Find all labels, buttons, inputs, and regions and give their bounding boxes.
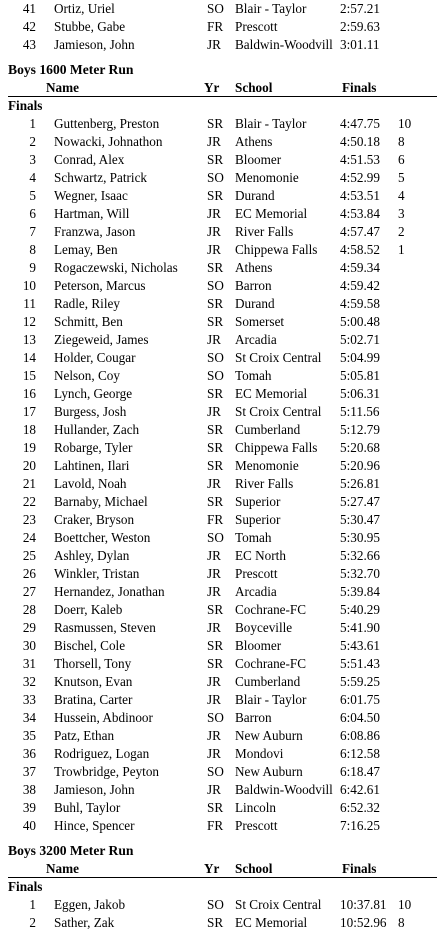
column-header-year: Yr bbox=[204, 861, 220, 876]
school-name: Cochrane-FC bbox=[235, 602, 307, 617]
athlete-name: Hince, Spencer bbox=[54, 818, 135, 833]
school-name: Prescott bbox=[235, 19, 278, 34]
column-header-school: School bbox=[235, 861, 273, 876]
finals-mark: 6:04.50 bbox=[340, 710, 380, 725]
athlete-name: Robarge, Tyler bbox=[54, 440, 133, 455]
table-row bbox=[0, 421, 443, 439]
athlete-name: Hernandez, Jonathan bbox=[54, 584, 165, 599]
table-row bbox=[0, 223, 443, 241]
school-name: Bloomer bbox=[235, 152, 282, 167]
table-row bbox=[0, 241, 443, 259]
result-place: 34 bbox=[22, 710, 36, 725]
column-header-name: Name bbox=[46, 861, 79, 876]
athlete-year: SO bbox=[207, 350, 224, 365]
result-place: 24 bbox=[22, 530, 36, 545]
athlete-name: Conrad, Alex bbox=[54, 152, 125, 167]
result-place: 20 bbox=[22, 458, 36, 473]
athlete-name: Bratina, Carter bbox=[54, 692, 133, 707]
finals-mark: 5:00.48 bbox=[340, 314, 380, 329]
athlete-name: Lemay, Ben bbox=[54, 242, 118, 257]
finals-mark: 5:59.25 bbox=[340, 674, 380, 689]
result-place: 22 bbox=[22, 494, 36, 509]
table-row bbox=[0, 475, 443, 493]
school-name: Chippewa Falls bbox=[235, 440, 318, 455]
finals-mark: 4:59.42 bbox=[340, 278, 380, 293]
school-name: Cumberland bbox=[235, 674, 301, 689]
school-name: Cochrane-FC bbox=[235, 656, 307, 671]
athlete-year: SO bbox=[207, 710, 224, 725]
school-name: EC Memorial bbox=[235, 915, 308, 930]
result-place: 1 bbox=[29, 897, 36, 912]
table-row bbox=[0, 367, 443, 385]
table-row bbox=[0, 655, 443, 673]
finals-mark: 4:53.51 bbox=[340, 188, 380, 203]
athlete-name: Ashley, Dylan bbox=[54, 548, 130, 563]
athlete-year: SR bbox=[207, 656, 224, 671]
table-row bbox=[0, 511, 443, 529]
table-row bbox=[0, 601, 443, 619]
table-row bbox=[0, 709, 443, 727]
school-name: Tomah bbox=[235, 530, 272, 545]
athlete-year: SO bbox=[207, 1, 224, 16]
athlete-name: Stubbe, Gabe bbox=[54, 19, 126, 34]
result-place: 19 bbox=[22, 440, 36, 455]
school-name: Superior bbox=[235, 512, 281, 527]
athlete-year: JR bbox=[207, 548, 221, 563]
result-place: 14 bbox=[22, 350, 36, 365]
column-header-name: Name bbox=[46, 80, 79, 95]
athlete-name: Lynch, George bbox=[54, 386, 133, 401]
athlete-name: Barnaby, Michael bbox=[54, 494, 148, 509]
athlete-year: JR bbox=[207, 728, 221, 743]
school-name: Arcadia bbox=[235, 584, 277, 599]
result-place: 8 bbox=[29, 242, 36, 257]
athlete-year: SO bbox=[207, 278, 224, 293]
table-row bbox=[0, 914, 443, 932]
athlete-name: Schmitt, Ben bbox=[54, 314, 123, 329]
finals-mark: 6:52.32 bbox=[340, 800, 380, 815]
result-place: 7 bbox=[29, 224, 36, 239]
finals-mark: 5:05.81 bbox=[340, 368, 380, 383]
team-points: 8 bbox=[398, 134, 405, 149]
table-row bbox=[0, 673, 443, 691]
finals-mark: 5:11.56 bbox=[340, 404, 380, 419]
result-place: 16 bbox=[22, 386, 36, 401]
athlete-name: Patz, Ethan bbox=[54, 728, 115, 743]
athlete-name: Eggen, Jakob bbox=[54, 897, 126, 912]
athlete-year: JR bbox=[207, 37, 221, 52]
athlete-name: Hullander, Zach bbox=[54, 422, 140, 437]
table-row bbox=[0, 493, 443, 511]
finals-mark: 5:27.47 bbox=[340, 494, 380, 509]
team-points: 10 bbox=[398, 897, 412, 912]
finals-mark: 5:12.79 bbox=[340, 422, 380, 437]
athlete-year: FR bbox=[207, 512, 224, 527]
finals-mark: 5:04.99 bbox=[340, 350, 380, 365]
athlete-name: Nelson, Coy bbox=[54, 368, 120, 383]
athlete-name: Lavold, Noah bbox=[54, 476, 127, 491]
table-row bbox=[0, 349, 443, 367]
school-name: Blair - Taylor bbox=[235, 692, 307, 707]
school-name: Mondovi bbox=[235, 746, 284, 761]
finals-mark: 3:01.11 bbox=[340, 37, 380, 52]
finals-mark: 5:06.31 bbox=[340, 386, 380, 401]
athlete-name: Rodriguez, Logan bbox=[54, 746, 150, 761]
school-name: River Falls bbox=[235, 224, 294, 239]
table-row bbox=[0, 691, 443, 709]
athlete-year: SR bbox=[207, 386, 224, 401]
school-name: Barron bbox=[235, 278, 272, 293]
athlete-name: Guttenberg, Preston bbox=[54, 116, 160, 131]
result-place: 2 bbox=[29, 134, 36, 149]
finals-mark: 5:20.68 bbox=[340, 440, 380, 455]
finals-mark: 4:59.58 bbox=[340, 296, 380, 311]
result-place: 30 bbox=[22, 638, 36, 653]
school-name: Baldwin-Woodvill bbox=[235, 37, 333, 52]
finals-mark: 5:40.29 bbox=[340, 602, 380, 617]
team-points: 3 bbox=[398, 206, 405, 221]
team-points: 1 bbox=[398, 242, 405, 257]
team-points: 2 bbox=[398, 224, 405, 239]
finals-mark: 6:42.61 bbox=[340, 782, 380, 797]
results-table bbox=[0, 896, 443, 932]
finals-mark: 4:50.18 bbox=[340, 134, 380, 149]
table-row bbox=[0, 763, 443, 781]
finals-mark: 5:43.61 bbox=[340, 638, 380, 653]
athlete-year: SR bbox=[207, 638, 224, 653]
column-header-finals: Finals bbox=[342, 80, 377, 95]
event-title: Boys 3200 Meter Run bbox=[8, 843, 134, 858]
athlete-year: SR bbox=[207, 314, 224, 329]
athlete-name: Burgess, Josh bbox=[54, 404, 127, 419]
athlete-year: SR bbox=[207, 188, 224, 203]
table-row bbox=[0, 583, 443, 601]
athlete-name: Bischel, Cole bbox=[54, 638, 126, 653]
athlete-year: SR bbox=[207, 458, 224, 473]
athlete-name: Rogaczewski, Nicholas bbox=[54, 260, 178, 275]
result-place: 29 bbox=[22, 620, 36, 635]
finals-mark: 6:12.58 bbox=[340, 746, 380, 761]
school-name: EC Memorial bbox=[235, 386, 308, 401]
finals-mark: 4:51.53 bbox=[340, 152, 380, 167]
school-name: Lincoln bbox=[235, 800, 277, 815]
athlete-year: JR bbox=[207, 476, 221, 491]
school-name: Prescott bbox=[235, 566, 278, 581]
athlete-name: Thorsell, Tony bbox=[54, 656, 132, 671]
school-name: Somerset bbox=[235, 314, 285, 329]
athlete-year: SR bbox=[207, 152, 224, 167]
table-row bbox=[0, 169, 443, 187]
finals-mark: 10:52.96 bbox=[340, 915, 387, 930]
result-place: 23 bbox=[22, 512, 36, 527]
athlete-year: SR bbox=[207, 602, 224, 617]
athlete-year: SO bbox=[207, 530, 224, 545]
school-name: St Croix Central bbox=[235, 897, 322, 912]
table-row bbox=[0, 727, 443, 745]
finals-mark: 4:47.75 bbox=[340, 116, 380, 131]
results-table bbox=[0, 115, 443, 835]
athlete-year: JR bbox=[207, 692, 221, 707]
table-row bbox=[0, 295, 443, 313]
table-row bbox=[0, 18, 443, 36]
school-name: Menomonie bbox=[235, 170, 299, 185]
athlete-name: Boettcher, Weston bbox=[54, 530, 151, 545]
athlete-name: Franzwa, Jason bbox=[54, 224, 136, 239]
table-row bbox=[0, 259, 443, 277]
finals-mark: 5:32.70 bbox=[340, 566, 380, 581]
athlete-year: SO bbox=[207, 170, 224, 185]
team-points: 5 bbox=[398, 170, 405, 185]
table-row bbox=[0, 36, 443, 54]
results-table-continued bbox=[0, 0, 443, 54]
athlete-name: Hartman, Will bbox=[54, 206, 130, 221]
table-row bbox=[0, 619, 443, 637]
finals-mark: 5:02.71 bbox=[340, 332, 380, 347]
athlete-year: JR bbox=[207, 584, 221, 599]
finals-mark: 4:59.34 bbox=[340, 260, 380, 275]
finals-mark: 6:18.47 bbox=[340, 764, 380, 779]
school-name: St Croix Central bbox=[235, 404, 322, 419]
finals-mark: 4:57.47 bbox=[340, 224, 380, 239]
result-place: 18 bbox=[22, 422, 36, 437]
team-points: 8 bbox=[398, 915, 405, 930]
school-name: Arcadia bbox=[235, 332, 277, 347]
athlete-year: JR bbox=[207, 620, 221, 635]
table-row bbox=[0, 547, 443, 565]
result-place: 2 bbox=[29, 915, 36, 930]
athlete-year: JR bbox=[207, 674, 221, 689]
table-row bbox=[0, 151, 443, 169]
finals-mark: 5:30.47 bbox=[340, 512, 380, 527]
table-row bbox=[0, 565, 443, 583]
athlete-year: JR bbox=[207, 242, 221, 257]
athlete-year: JR bbox=[207, 206, 221, 221]
result-place: 12 bbox=[22, 314, 36, 329]
result-place: 32 bbox=[22, 674, 36, 689]
team-points: 6 bbox=[398, 152, 405, 167]
finals-mark: 2:57.21 bbox=[340, 1, 380, 16]
athlete-name: Winkler, Tristan bbox=[54, 566, 140, 581]
result-place: 40 bbox=[22, 818, 36, 833]
result-place: 3 bbox=[29, 152, 36, 167]
finals-mark: 5:41.90 bbox=[340, 620, 380, 635]
result-place: 35 bbox=[22, 728, 36, 743]
finals-mark: 5:39.84 bbox=[340, 584, 380, 599]
result-place: 15 bbox=[22, 368, 36, 383]
athlete-year: JR bbox=[207, 566, 221, 581]
athlete-name: Peterson, Marcus bbox=[54, 278, 146, 293]
athlete-year: SR bbox=[207, 260, 224, 275]
athlete-name: Knutson, Evan bbox=[54, 674, 133, 689]
table-row bbox=[0, 439, 443, 457]
school-name: New Auburn bbox=[235, 728, 303, 743]
athlete-year: SO bbox=[207, 368, 224, 383]
school-name: Boyceville bbox=[235, 620, 293, 635]
table-row bbox=[0, 331, 443, 349]
finals-mark: 4:52.99 bbox=[340, 170, 380, 185]
school-name: Blair - Taylor bbox=[235, 1, 307, 16]
athlete-name: Buhl, Taylor bbox=[54, 800, 121, 815]
athlete-name: Craker, Bryson bbox=[54, 512, 135, 527]
athlete-name: Rasmussen, Steven bbox=[54, 620, 156, 635]
athlete-year: JR bbox=[207, 332, 221, 347]
result-place: 21 bbox=[22, 476, 36, 491]
column-header-year: Yr bbox=[204, 80, 220, 95]
table-row bbox=[0, 817, 443, 835]
school-name: Durand bbox=[235, 296, 275, 311]
athlete-name: Radle, Riley bbox=[54, 296, 120, 311]
school-name: Menomonie bbox=[235, 458, 299, 473]
athlete-name: Hussein, Abdinoor bbox=[54, 710, 153, 725]
school-name: Bloomer bbox=[235, 638, 282, 653]
table-row bbox=[0, 133, 443, 151]
table-row bbox=[0, 529, 443, 547]
athlete-year: SR bbox=[207, 800, 224, 815]
athlete-year: SR bbox=[207, 422, 224, 437]
section-label: Finals bbox=[8, 98, 43, 113]
finals-mark: 2:59.63 bbox=[340, 19, 380, 34]
athlete-name: Jamieson, John bbox=[54, 37, 135, 52]
table-row bbox=[0, 637, 443, 655]
result-place: 5 bbox=[29, 188, 36, 203]
school-name: Athens bbox=[235, 134, 273, 149]
result-place: 28 bbox=[22, 602, 36, 617]
athlete-year: JR bbox=[207, 224, 221, 239]
result-place: 10 bbox=[22, 278, 36, 293]
athlete-name: Trowbridge, Peyton bbox=[54, 764, 160, 779]
finals-mark: 5:51.43 bbox=[340, 656, 380, 671]
event-boys-1600 bbox=[0, 60, 443, 835]
table-row bbox=[0, 799, 443, 817]
school-name: Athens bbox=[235, 260, 273, 275]
event-title: Boys 1600 Meter Run bbox=[8, 62, 134, 77]
athlete-year: JR bbox=[207, 404, 221, 419]
result-place: 25 bbox=[22, 548, 36, 563]
finals-mark: 7:16.25 bbox=[340, 818, 380, 833]
finals-mark: 5:26.81 bbox=[340, 476, 380, 491]
athlete-name: Jamieson, John bbox=[54, 782, 135, 797]
result-place: 6 bbox=[29, 206, 36, 221]
column-header-finals: Finals bbox=[342, 861, 377, 876]
school-name: Blair - Taylor bbox=[235, 116, 307, 131]
result-place: 26 bbox=[22, 566, 36, 581]
finals-mark: 5:20.96 bbox=[340, 458, 380, 473]
finals-mark: 4:58.52 bbox=[340, 242, 380, 257]
result-place: 31 bbox=[22, 656, 36, 671]
athlete-name: Lahtinen, Ilari bbox=[54, 458, 130, 473]
school-name: Cumberland bbox=[235, 422, 301, 437]
result-place: 27 bbox=[22, 584, 36, 599]
athlete-year: JR bbox=[207, 782, 221, 797]
athlete-year: JR bbox=[207, 746, 221, 761]
athlete-year: SR bbox=[207, 440, 224, 455]
school-name: Superior bbox=[235, 494, 281, 509]
team-points: 10 bbox=[398, 116, 412, 131]
school-name: New Auburn bbox=[235, 764, 303, 779]
result-place: 39 bbox=[22, 800, 36, 815]
athlete-year: FR bbox=[207, 19, 224, 34]
column-header-school: School bbox=[235, 80, 273, 95]
athlete-name: Holder, Cougar bbox=[54, 350, 136, 365]
table-row bbox=[0, 115, 443, 133]
athlete-year: SR bbox=[207, 296, 224, 311]
school-name: Barron bbox=[235, 710, 272, 725]
athlete-name: Ortiz, Uriel bbox=[54, 1, 115, 16]
athlete-name: Schwartz, Patrick bbox=[54, 170, 148, 185]
result-place: 33 bbox=[22, 692, 36, 707]
table-row bbox=[0, 187, 443, 205]
school-name: Chippewa Falls bbox=[235, 242, 318, 257]
athlete-name: Doerr, Kaleb bbox=[54, 602, 123, 617]
table-row bbox=[0, 385, 443, 403]
table-row bbox=[0, 403, 443, 421]
school-name: Tomah bbox=[235, 368, 272, 383]
table-row bbox=[0, 457, 443, 475]
athlete-name: Sather, Zak bbox=[54, 915, 115, 930]
result-place: 38 bbox=[22, 782, 36, 797]
table-row bbox=[0, 313, 443, 331]
table-row bbox=[0, 277, 443, 295]
school-name: Baldwin-Woodvill bbox=[235, 782, 333, 797]
result-place: 17 bbox=[22, 404, 36, 419]
finals-mark: 5:32.66 bbox=[340, 548, 380, 563]
column-header-row bbox=[8, 861, 437, 878]
athlete-name: Nowacki, Johnathon bbox=[54, 134, 163, 149]
result-place: 41 bbox=[22, 1, 36, 16]
result-place: 4 bbox=[29, 170, 36, 185]
athlete-year: SO bbox=[207, 764, 224, 779]
result-place: 43 bbox=[22, 37, 36, 52]
school-name: River Falls bbox=[235, 476, 294, 491]
school-name: EC Memorial bbox=[235, 206, 308, 221]
athlete-year: FR bbox=[207, 818, 224, 833]
finals-mark: 10:37.81 bbox=[340, 897, 387, 912]
table-row bbox=[0, 0, 443, 18]
school-name: EC North bbox=[235, 548, 286, 563]
athlete-name: Ziegeweid, James bbox=[54, 332, 149, 347]
table-row bbox=[0, 745, 443, 763]
finals-mark: 6:08.86 bbox=[340, 728, 380, 743]
result-place: 13 bbox=[22, 332, 36, 347]
finals-mark: 5:30.95 bbox=[340, 530, 380, 545]
result-place: 1 bbox=[29, 116, 36, 131]
result-place: 37 bbox=[22, 764, 36, 779]
athlete-name: Wegner, Isaac bbox=[54, 188, 128, 203]
athlete-year: SR bbox=[207, 494, 224, 509]
school-name: Prescott bbox=[235, 818, 278, 833]
result-place: 11 bbox=[23, 296, 36, 311]
result-place: 42 bbox=[22, 19, 36, 34]
school-name: Durand bbox=[235, 188, 275, 203]
team-points: 4 bbox=[398, 188, 405, 203]
table-row bbox=[0, 205, 443, 223]
result-place: 36 bbox=[22, 746, 36, 761]
school-name: St Croix Central bbox=[235, 350, 322, 365]
table-row bbox=[0, 781, 443, 799]
event-boys-3200 bbox=[0, 841, 443, 932]
athlete-year: SO bbox=[207, 897, 224, 912]
finals-mark: 4:53.84 bbox=[340, 206, 380, 221]
table-row bbox=[0, 896, 443, 914]
column-header-row bbox=[8, 80, 437, 97]
athlete-year: SR bbox=[207, 116, 224, 131]
athlete-year: SR bbox=[207, 915, 224, 930]
athlete-year: JR bbox=[207, 134, 221, 149]
result-place: 9 bbox=[29, 260, 36, 275]
finals-mark: 6:01.75 bbox=[340, 692, 380, 707]
section-label: Finals bbox=[8, 879, 43, 894]
